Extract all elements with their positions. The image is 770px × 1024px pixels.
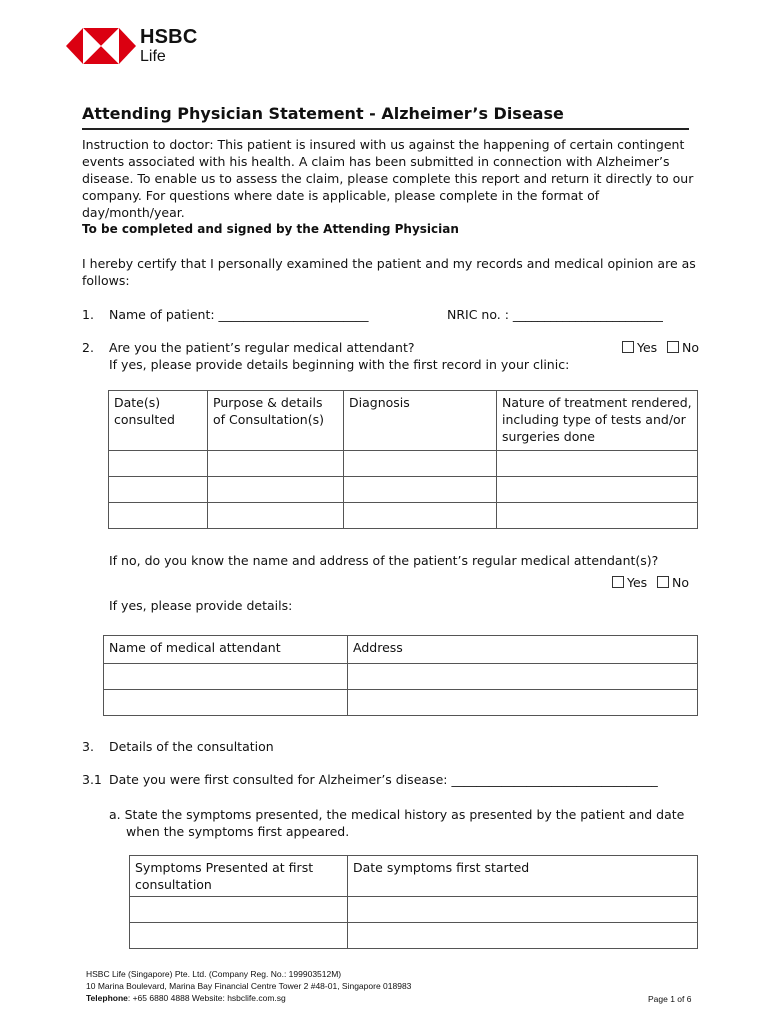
title-divider (82, 128, 689, 130)
table-row (130, 923, 698, 949)
q2-number: 2. (82, 340, 94, 355)
checkbox-icon[interactable] (612, 576, 624, 588)
hsbc-hexagon-logo-icon (66, 28, 136, 64)
q2-question: Are you the patient’s regular medical attendant? (109, 340, 415, 355)
logo-brand: HSBC (140, 26, 198, 48)
no-label: No (682, 340, 699, 355)
patient-name-field[interactable]: Name of patient: ________________________ (109, 307, 369, 322)
footer-company: HSBC Life (Singapore) Pte. Ltd. (Company Reg. No.: 199903512M) (86, 969, 342, 979)
certify-paragraph: I hereby certify that I personally examined the patient and my records and medical opinion are as follows: (82, 256, 696, 288)
header-address: Address (348, 636, 698, 664)
completed-by-heading: To be completed and signed by the Attending Physician (82, 222, 459, 236)
page-number: Page 1 of 6 (648, 994, 692, 1004)
table-row (104, 690, 698, 716)
logo-subbrand: Life (140, 48, 166, 65)
header-diagnosis: Diagnosis (344, 391, 497, 451)
q1-number: 1. (82, 307, 94, 322)
no-label: No (672, 575, 689, 590)
header-treatment: Nature of treatment rendered, including type of tests and/or surgeries done (497, 391, 698, 451)
telephone-label: Telephone (86, 993, 128, 1003)
ifno-no-option[interactable] (657, 575, 689, 590)
checkbox-icon[interactable] (657, 576, 669, 588)
attendant-table (103, 635, 698, 716)
symptoms-table (129, 855, 698, 949)
q2-yes-option[interactable] (622, 340, 657, 355)
yes-label: Yes (627, 575, 648, 590)
header-dates: Date(s) consulted (109, 391, 208, 451)
page-title: Attending Physician Statement - Alzheimer’s Disease (82, 104, 564, 123)
intro-paragraph: Instruction to doctor: This patient is insured with us against the happening of certain contingent events associated with his health. A claim has been submitted in connection with Alzheimer’s disease. To enable us to assess the claim, please complete this report and return it directly to our company. For questions where date is applicable, please complete in the format of day/month/year. (82, 137, 694, 220)
footer-contact (86, 992, 286, 1004)
consultation-table (108, 390, 698, 529)
q2-subtext: If yes, please provide details beginning with the first record in your clinic: (109, 357, 570, 372)
table-row (104, 664, 698, 690)
q2-no-option[interactable] (667, 340, 699, 355)
ifno-yes-option[interactable] (612, 575, 647, 590)
table-row (109, 503, 698, 529)
first-consulted-date-field[interactable]: Date you were first consulted for Alzheimer’s disease: _________________________________ (109, 772, 658, 787)
header-attendant-name: Name of medical attendant (104, 636, 348, 664)
table-row (130, 897, 698, 923)
table-row (109, 451, 698, 477)
telephone-website: : +65 6880 4888 Website: hsbclife.com.sg (127, 993, 286, 1003)
table-row (109, 477, 698, 503)
yes-label: Yes (637, 340, 658, 355)
nric-field[interactable]: NRIC no. : ________________________ (447, 307, 663, 322)
header-date-started: Date symptoms first started (348, 856, 698, 897)
ifyes-details-label: If yes, please provide details: (109, 598, 293, 613)
header-purpose: Purpose & details of Consultation(s) (208, 391, 344, 451)
q3a-label: a. State the symptoms presented, the medical history as presented by the patient and date when the symptoms first appeared. (109, 807, 685, 839)
checkbox-icon[interactable] (667, 341, 679, 353)
footer-address: 10 Marina Boulevard, Marina Bay Financial Centre Tower 2 #48-01, Singapore 018983 (86, 981, 412, 991)
ifno-question: If no, do you know the name and address of the patient’s regular medical attendant(s)? (109, 553, 659, 568)
checkbox-icon[interactable] (622, 341, 634, 353)
header-symptoms: Symptoms Presented at first consultation (130, 856, 348, 897)
q3-number: 3. (82, 739, 94, 754)
q3-label: Details of the consultation (109, 739, 274, 754)
q31-number: 3.1 (82, 772, 102, 787)
